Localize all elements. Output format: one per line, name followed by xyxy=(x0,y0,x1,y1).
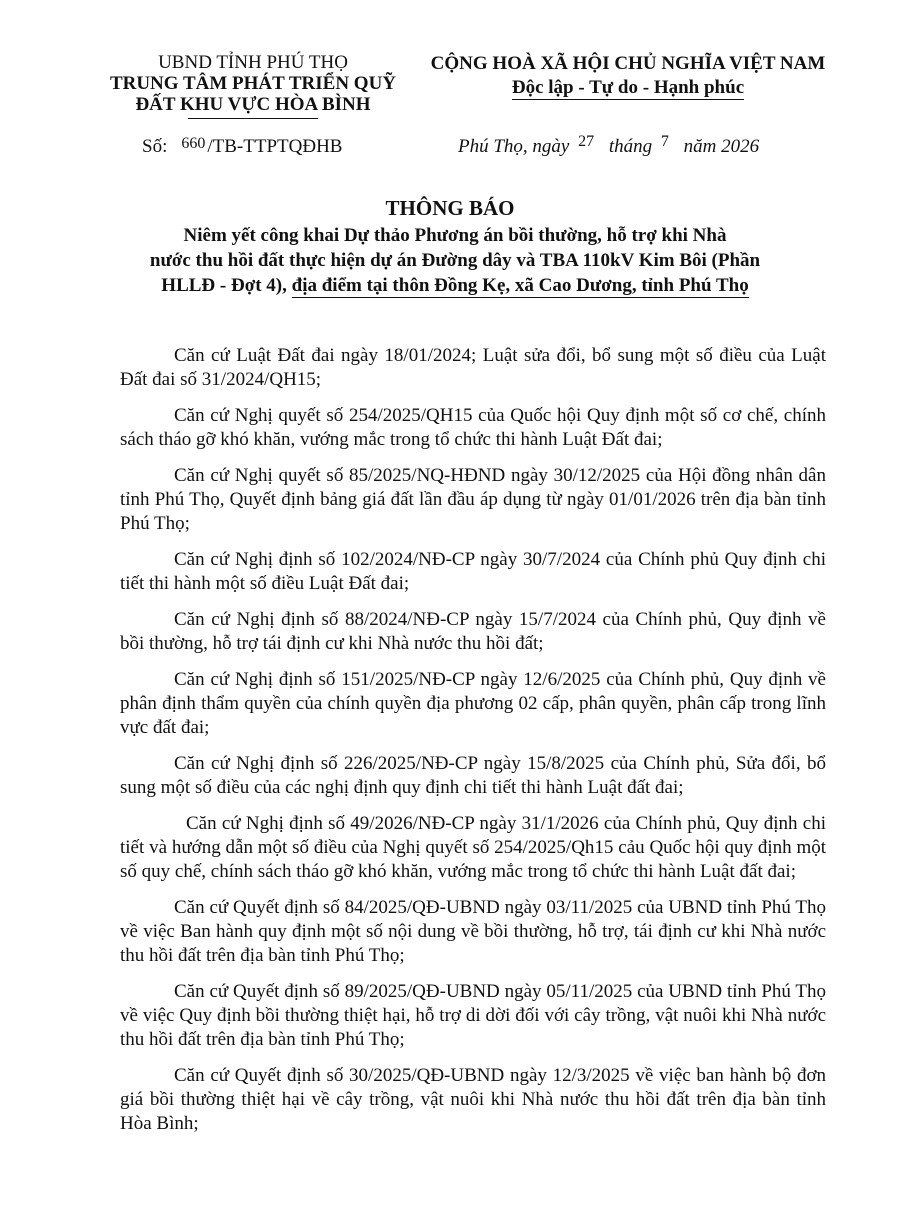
national-title: CỘNG HOÀ XÃ HỘI CHỦ NGHĨA VIỆT NAM xyxy=(430,53,826,74)
subtitle-line1: Niêm yết công khai Dự thảo Phương án bồi thường, hỗ trợ khi Nhà xyxy=(183,225,727,246)
legal-basis-paragraph: Căn cứ Quyết định số 84/2025/QĐ-UBND ngày 03/11/2025 của UBND tỉnh Phú Thọ về việc Ban hành quy định một số nội dung về bồi thường, hỗ trợ, tái định cư khi Nhà nước thu hồi đất trên địa bàn tỉnh Phú Thọ; xyxy=(120,897,826,966)
agency-name-line1: TRUNG TÂM PHÁT TRIỂN QUỸ xyxy=(109,73,397,94)
document-title: THÔNG BÁO xyxy=(385,196,515,220)
date-month: 7 xyxy=(660,133,669,150)
legal-basis-paragraph: Căn cứ Nghị quyết số 254/2025/QH15 của Quốc hội Quy định một số cơ chế, chính sách tháo gỡ khó khăn, vướng mắc trong tổ chức thi hành Luật Đất đai; xyxy=(120,405,826,450)
legal-basis-paragraph: Căn cứ Nghị định số 49/2026/NĐ-CP ngày 31/1/2026 của Chính phủ, Quy định chi tiết và hướng dẫn một số điều của Nghị quyết số 254/2025/Qh15 cảu Quốc hội quy định một số quy chế, chính sách tháo gỡ khó khăn, vướng mắc trong tổ chức thi hành Luật đất đai; xyxy=(120,813,826,882)
subtitle-line3-a: HLLĐ - Đợt 4), xyxy=(161,275,292,296)
document-subtitle xyxy=(110,223,800,298)
subtitle-line2: nước thu hồi đất thực hiện dự án Đường dây và TBA 110kV Kim Bôi (Phần xyxy=(149,250,761,271)
national-header xyxy=(408,52,848,100)
doc-number-prefix: Số: xyxy=(142,136,168,157)
agency-parent: UBND TỈNH PHÚ THỌ xyxy=(158,52,348,73)
document-number xyxy=(142,136,342,158)
date-place: Phú Thọ, ngày xyxy=(458,136,570,157)
national-motto: Độc lập - Tự do - Hạnh phúc xyxy=(511,77,745,98)
date-day: 27 xyxy=(578,133,595,150)
agency-name-line2: ĐẤT KHU VỰC HÒA BÌNH xyxy=(135,94,371,115)
legal-basis-paragraph: Căn cứ Quyết định số 89/2025/QĐ-UBND ngày 05/11/2025 của UBND tỉnh Phú Thọ về việc Quy định bồi thường thiệt hại, hỗ trợ di dời đối với cây trồng, vật nuôi khi Nhà nước thu hồi đất trên địa bàn tỉnh Phú Thọ; xyxy=(120,981,826,1050)
document-body xyxy=(120,344,826,1148)
subtitle-line3 xyxy=(110,273,800,298)
subtitle-line3-location: địa điểm tại thôn Đồng Kẹ, xã Cao Dương, tỉnh Phú Thọ xyxy=(291,275,749,296)
legal-basis-paragraph: Căn cứ Nghị định số 88/2024/NĐ-CP ngày 15/7/2024 của Chính phủ, Quy định về bồi thường, hỗ trợ tái định cư khi Nhà nước thu hồi đất; xyxy=(120,609,826,654)
date-month-label: tháng xyxy=(608,136,653,157)
legal-basis-paragraph: Căn cứ Nghị định số 226/2025/NĐ-CP ngày 15/8/2025 của Chính phủ, Sửa đổi, bổ sung một số điều của các nghị định quy định chi tiết thi hành Luật đất đai; xyxy=(120,753,826,798)
date-year: năm 2026 xyxy=(683,136,760,157)
legal-basis-paragraph: Căn cứ Nghị quyết số 85/2025/NQ-HĐND ngày 30/12/2025 của Hội đồng nhân dân tỉnh Phú Thọ, Quyết định bảng giá đất lần đầu áp dụng từ ngày 01/01/2026 trên địa bàn tỉnh Phú Thọ; xyxy=(120,465,826,534)
issuing-agency xyxy=(88,52,418,119)
legal-basis-paragraph: Căn cứ Nghị định số 151/2025/NĐ-CP ngày 12/6/2025 của Chính phủ, Quy định về phân định thẩm quyền của chính quyền địa phương 02 cấp, phân quyền, phân cấp trong lĩnh vực đất đai; xyxy=(120,669,826,738)
legal-basis-paragraph: Căn cứ Nghị định số 102/2024/NĐ-CP ngày 30/7/2024 của Chính phủ Quy định chi tiết thi hành một số điều Luật Đất đai; xyxy=(120,549,826,594)
legal-basis-paragraph: Căn cứ Quyết định số 30/2025/QĐ-UBND ngày 12/3/2025 về việc ban hành bộ đơn giá bồi thường thiệt hại về cây trồng, vật nuôi khi Nhà nước thu hồi đất trên địa bàn tỉnh Hòa Bình; xyxy=(120,1065,826,1134)
doc-number-suffix: /TB-TTPTQĐHB xyxy=(207,136,343,157)
legal-basis-paragraph: Căn cứ Luật Đất đai ngày 18/01/2024; Luật sửa đổi, bổ sung một số điều của Luật Đất đai số 31/2024/QH15; xyxy=(120,345,826,390)
doc-number-value: 660 xyxy=(181,135,206,152)
date-line xyxy=(458,133,760,158)
agency-underline xyxy=(188,118,318,119)
